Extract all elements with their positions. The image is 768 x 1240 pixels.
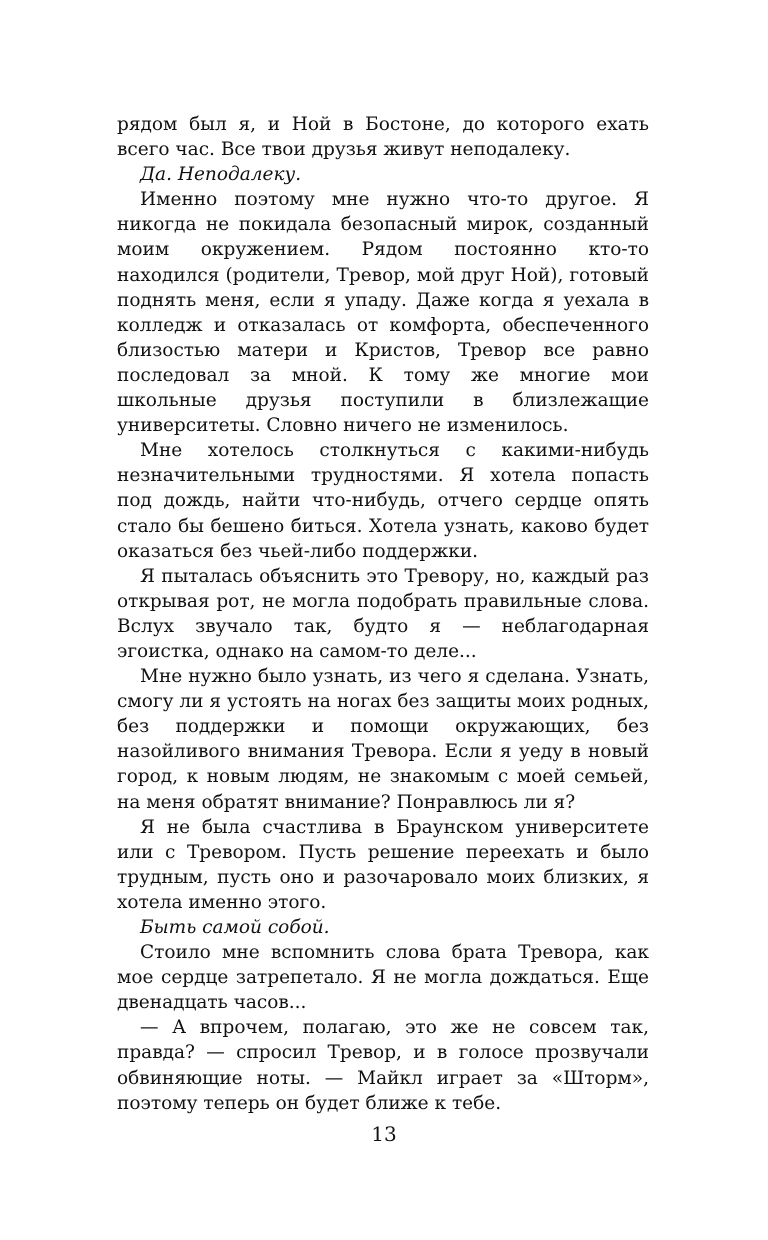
paragraph: Я пыталась объяснить это Тревору, но, каждый раз открывая рот, не могла подобрать правильные слова. Вслух звучало так, будто я — неблагодарная эгоистка, однако на самом-то деле... — [117, 565, 649, 662]
paragraph-italic: Да. Неподалеку. — [140, 164, 302, 186]
paragraph: Стоило мне вспомнить слова брата Тревора, как мое сердце затрепетало. Я не могла дождаться. Еще двенадцать часов... — [117, 942, 649, 1014]
paragraph-italic: Быть самой собой. — [140, 917, 330, 938]
page-number: 13 — [371, 1122, 397, 1146]
paragraph: Мне хотелось столкнуться с какими-нибудь незначительными трудностями. Я хотела попасть под дождь, найти что-нибудь, отчего сердце опять стало бы бешено биться. Хотела узнать, каково будет оказаться без чьей-либо поддержки. — [117, 440, 649, 562]
paragraph: Мне нужно было узнать, из чего я сделана. Узнать, смогу ли я устоять на ногах без защиты моих родных, без поддержки и помощи окружающих, без назойливого внимания Тревора. Если я уеду в новый город, к новым людям, не знакомым с моей семьей, на меня обратят внимание? Понравлюсь ли я? — [117, 666, 649, 813]
page-text-block — [117, 112, 649, 1116]
paragraph: Я не была счастлива в Браунском университете или с Тревором. Пусть решение переехать и было трудным, пусть оно и разочаровало моих близких, я хотела именно этого. — [117, 816, 649, 913]
paragraph: Именно поэтому мне нужно что-то другое. Я никогда не покидала безопасный мирок, созданный моим окружением. Рядом постоянно кто-то находился (родители, Тревор, мой друг Ной), готовый поднять меня, если я упаду. Даже когда я уехала в колледж и отказалась от комфорта, обеспеченного близостью матери и Кристов, Тревор все равно последовал за мной. К тому же многие мои школьные друзья поступили в близлежащие университеты. Словно ничего не изменилось. — [117, 189, 649, 437]
paragraph: — А впрочем, полагаю, это же не совсем так, правда? — спросил Тревор, и в голосе прозвучали обвиняющие ноты. — Майкл играет за «Шторм», поэтому теперь он будет ближе к тебе. — [117, 1017, 649, 1114]
paragraph: рядом был я, и Ной в Бостоне, до которого ехать всего час. Все твои друзья живут неподалеку. — [117, 114, 649, 161]
